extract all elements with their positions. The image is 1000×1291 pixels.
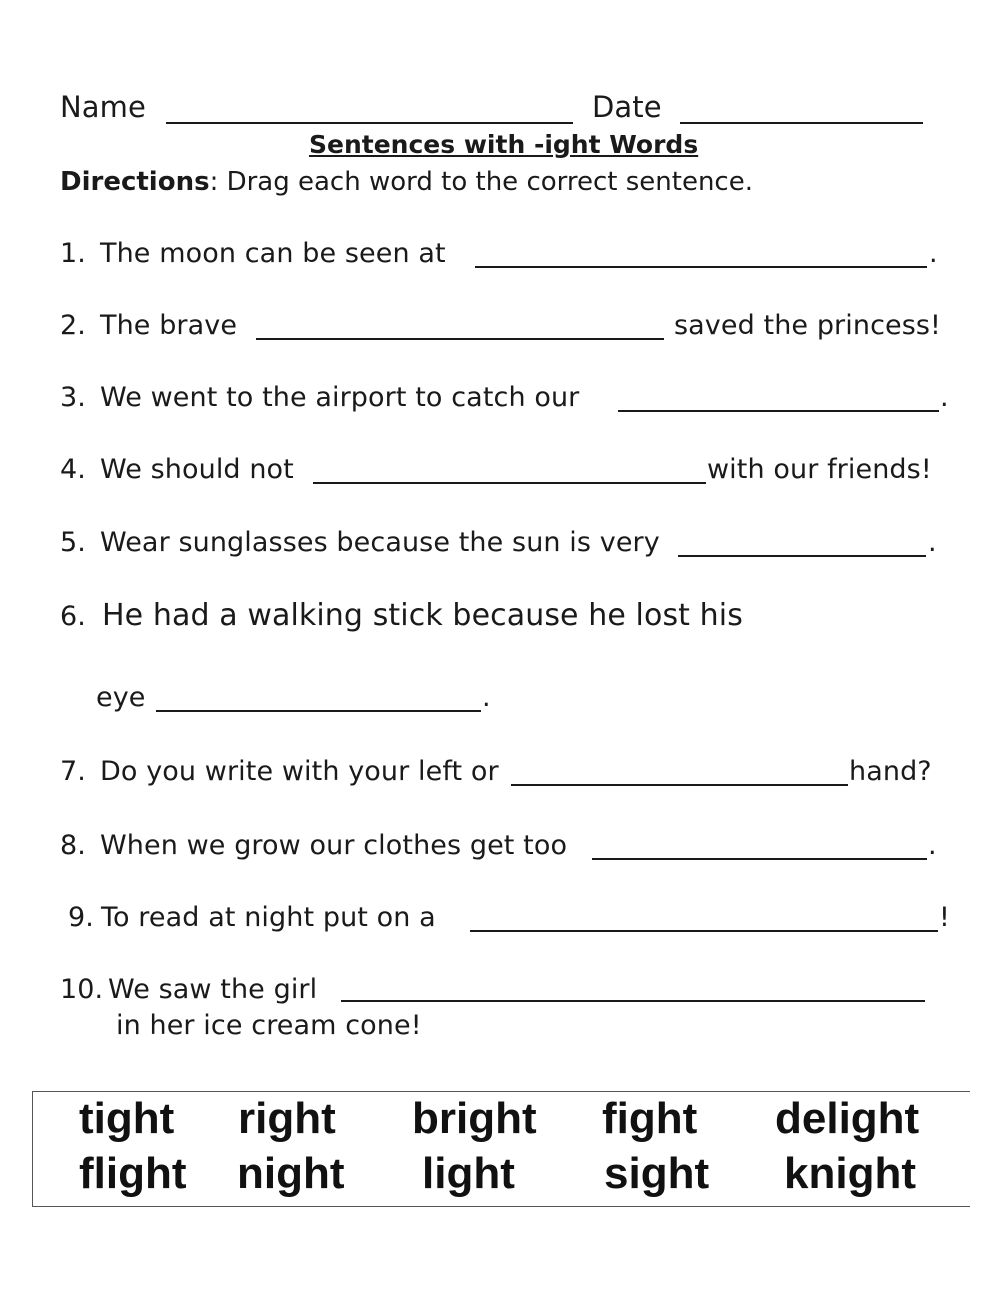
sentence-5-number: 5. [60,527,86,558]
sentence-3-end: . [940,382,949,413]
sentence-4-end: with our friends! [707,454,932,485]
sentence-6-blank[interactable] [156,710,481,712]
sentence-1-number: 1. [60,238,86,269]
sentence-4-number: 4. [60,454,86,485]
word-tile-knight[interactable]: knight [784,1149,916,1198]
word-tile-light[interactable]: light [422,1149,515,1198]
sentence-6-text: He had a walking stick because he lost his [102,598,743,633]
name-label: Name [60,90,146,124]
word-tile-sight[interactable]: sight [604,1149,710,1198]
sentence-2-blank[interactable] [256,338,664,340]
sentence-4-text: We should not [100,454,294,485]
sentence-2-text: The brave [100,310,238,341]
sentence-10-text: We saw the girl [108,974,318,1005]
directions [60,167,753,197]
sentence-9-number: 9. [68,902,94,933]
sentence-2-end: saved the princess! [674,310,941,341]
sentence-8-number: 8. [60,830,86,861]
sentence-8-end: . [928,830,937,861]
date-label: Date [592,90,662,124]
sentence-1-end: . [929,238,938,269]
word-bank [32,1091,970,1207]
sentence-3-number: 3. [60,382,86,413]
sentence-7-number: 7. [60,756,86,787]
sentence-5-blank[interactable] [678,555,926,557]
sentence-7-blank[interactable] [511,784,848,786]
sentence-2-number: 2. [60,310,86,341]
word-tile-night[interactable]: night [237,1149,345,1198]
sentence-5-end: . [928,527,937,558]
sentence-7-end: hand? [849,756,932,787]
sentence-1-blank[interactable] [475,266,927,268]
word-tile-delight[interactable]: delight [775,1094,920,1143]
sentence-10-blank[interactable] [341,1000,925,1002]
sentence-5-text: Wear sunglasses because the sun is very [100,527,660,558]
sentence-10-text-line2: in her ice cream cone! [116,1010,422,1041]
directions-text: : Drag each word to the correct sentence. [209,167,753,197]
name-field[interactable] [166,122,573,124]
word-tile-fight[interactable]: fight [602,1094,698,1143]
word-tile-bright[interactable]: bright [412,1094,537,1143]
sentence-6-text-line2: eye [96,682,146,713]
sentence-1-text: The moon can be seen at [100,238,446,269]
directions-label: Directions [60,167,210,197]
sentence-8-blank[interactable] [592,858,927,860]
sentence-10-number: 10. [60,974,104,1005]
word-tile-tight[interactable]: tight [79,1094,175,1143]
sentence-3-text: We went to the airport to catch our [100,382,580,413]
sentence-3-blank[interactable] [618,410,939,412]
sentence-6-end: . [482,682,491,713]
sentence-6-number: 6. [60,601,86,632]
sentence-4-blank[interactable] [313,482,706,484]
worksheet-title: Sentences with -ight Words [309,130,699,159]
sentence-8-text: When we grow our clothes get too [100,830,568,861]
word-tile-flight[interactable]: flight [79,1149,187,1198]
date-field[interactable] [680,122,923,124]
sentence-9-text: To read at night put on a [101,902,436,933]
word-tile-right[interactable]: right [238,1094,336,1143]
sentence-9-blank[interactable] [470,930,938,932]
sentence-9-end: ! [939,902,950,933]
sentence-7-text: Do you write with your left or [100,756,499,787]
